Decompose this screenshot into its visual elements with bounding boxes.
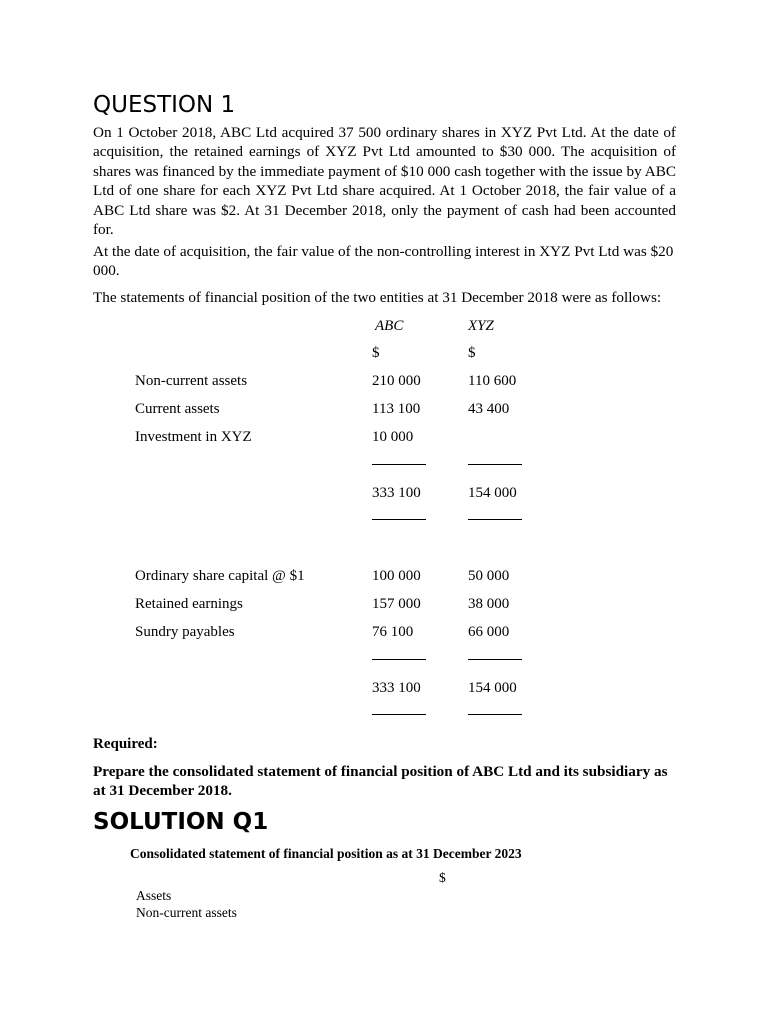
solution-noncurrent-label: Non-current assets: [136, 905, 237, 920]
row-value-abc: 210 000: [372, 373, 421, 389]
row-label: Retained earnings: [135, 596, 243, 612]
liabilities-total-abc: 333 100: [372, 680, 421, 696]
row-value-abc: 157 000: [372, 596, 421, 612]
currency-abc: $: [372, 345, 380, 361]
row-label: Non-current assets: [135, 373, 248, 389]
required-label: Required:: [93, 736, 158, 752]
row-label: Sundry payables: [135, 624, 235, 640]
row-value-abc: 76 100: [372, 624, 414, 640]
total-rule: [468, 519, 522, 520]
row-value-xyz: 38 000: [468, 596, 510, 612]
question-paragraph-2: At the date of acquisition, the fair value of the non-controlling interest in XYZ Pvt Ltd was $20 000.: [93, 243, 674, 280]
currency-xyz: $: [468, 345, 476, 361]
subtotal-rule: [372, 659, 426, 660]
row-label: Ordinary share capital @ $1: [135, 568, 305, 584]
question-title: QUESTION 1: [93, 92, 236, 118]
row-value-xyz: 110 600: [468, 373, 517, 389]
solution-subtitle: Consolidated statement of financial position as at 31 December 2023: [130, 846, 522, 861]
subtotal-rule: [468, 464, 522, 465]
column-header-abc: ABC: [375, 318, 404, 334]
assets-total-xyz: 154 000: [468, 485, 517, 501]
question-paragraph-1: On 1 October 2018, ABC Ltd acquired 37 500 ordinary shares in XYZ Pvt Ltd. At the date of acquisition, the retained earnings of XYZ Pvt Ltd amounted to $30 000. The acquisition of shares was financed by the immediate payment of $10 000 cash together with the issue by ABC Ltd of one share for each XYZ Pvt Ltd share acquired. At 1 October 2018, the fair value of a ABC Ltd share was $2. At 31 December 2018, only the payment of cash had been accounted for.: [93, 124, 676, 239]
row-value-abc: 10 000: [372, 429, 414, 445]
solution-title: SOLUTION Q1: [93, 809, 269, 835]
row-value-xyz: 66 000: [468, 624, 510, 640]
total-rule: [372, 519, 426, 520]
subtotal-rule: [468, 659, 522, 660]
required-text: Prepare the consolidated statement of financial position of ABC Ltd and its subsidiary as at 31 December 2018.: [93, 763, 668, 800]
column-header-xyz: XYZ: [468, 318, 494, 334]
subtotal-rule: [372, 464, 426, 465]
total-rule: [468, 714, 522, 715]
row-label: Investment in XYZ: [135, 429, 252, 445]
total-rule: [372, 714, 426, 715]
solution-assets-label: Assets: [136, 888, 172, 903]
question-paragraph-3: The statements of financial position of the two entities at 31 December 2018 were as follows:: [93, 289, 662, 306]
row-value-abc: 100 000: [372, 568, 421, 584]
assets-total-abc: 333 100: [372, 485, 421, 501]
row-value-abc: 113 100: [372, 401, 421, 417]
row-value-xyz: 43 400: [468, 401, 510, 417]
solution-currency: $: [439, 870, 446, 885]
row-label: Current assets: [135, 401, 220, 417]
liabilities-total-xyz: 154 000: [468, 680, 517, 696]
row-value-xyz: 50 000: [468, 568, 510, 584]
